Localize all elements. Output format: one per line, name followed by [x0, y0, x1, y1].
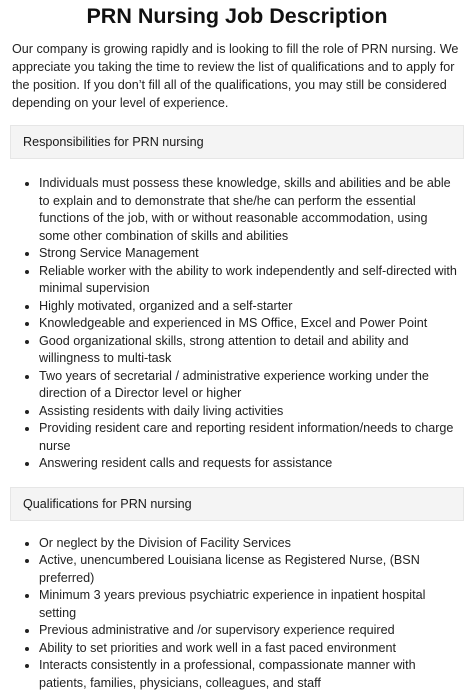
- intro-paragraph: Our company is growing rapidly and is looking to fill the role of PRN nursing. We appreciate you taking the time to review the list of qualifications and to apply for the position. If you don’t fill all of the qualifications, you may still be considered depending on your level of experience.: [10, 40, 464, 112]
- list-item: Minimum 3 years previous psychiatric experience in inpatient hospital setting: [10, 587, 464, 622]
- list-item: Or neglect by the Division of Facility Services: [10, 535, 464, 553]
- list-item: Active, unencumbered Louisiana license as Registered Nurse, (BSN preferred): [10, 552, 464, 587]
- list-item: Ability to set priorities and work well in a fast paced environment: [10, 640, 464, 658]
- list-item: Good organizational skills, strong attention to detail and ability and willingness to multi-task: [10, 333, 464, 368]
- list-item: Two years of secretarial / administrative experience working under the direction of a Director level or higher: [10, 368, 464, 403]
- list-item: Interacts consistently in a professional, compassionate manner with patients, families, physicians, colleagues, and staff: [10, 657, 464, 692]
- list-item: Answering resident calls and requests for assistance: [10, 455, 464, 473]
- list-item: Knowledgeable and experienced in MS Office, Excel and Power Point: [10, 315, 464, 333]
- list-item: Assisting residents with daily living activities: [10, 403, 464, 421]
- responsibilities-list: [10, 175, 464, 473]
- list-item: Individuals must possess these knowledge, skills and abilities and be able to explain and to demonstrate that she/he can perform the essential functions of the job, with or without reasonable accommodation, using some other combination of skills and abilities: [10, 175, 464, 245]
- list-item: Previous administrative and /or supervisory experience required: [10, 622, 464, 640]
- qualifications-list: [10, 535, 464, 692]
- list-item: Strong Service Management: [10, 245, 464, 263]
- responsibilities-heading: Responsibilities for PRN nursing: [10, 125, 464, 159]
- page-title: PRN Nursing Job Description: [10, 0, 464, 29]
- list-item: Highly motivated, organized and a self-starter: [10, 298, 464, 316]
- qualifications-heading: Qualifications for PRN nursing: [10, 487, 464, 521]
- list-item: Reliable worker with the ability to work independently and self-directed with minimal supervision: [10, 263, 464, 298]
- list-item: Providing resident care and reporting resident information/needs to charge nurse: [10, 420, 464, 455]
